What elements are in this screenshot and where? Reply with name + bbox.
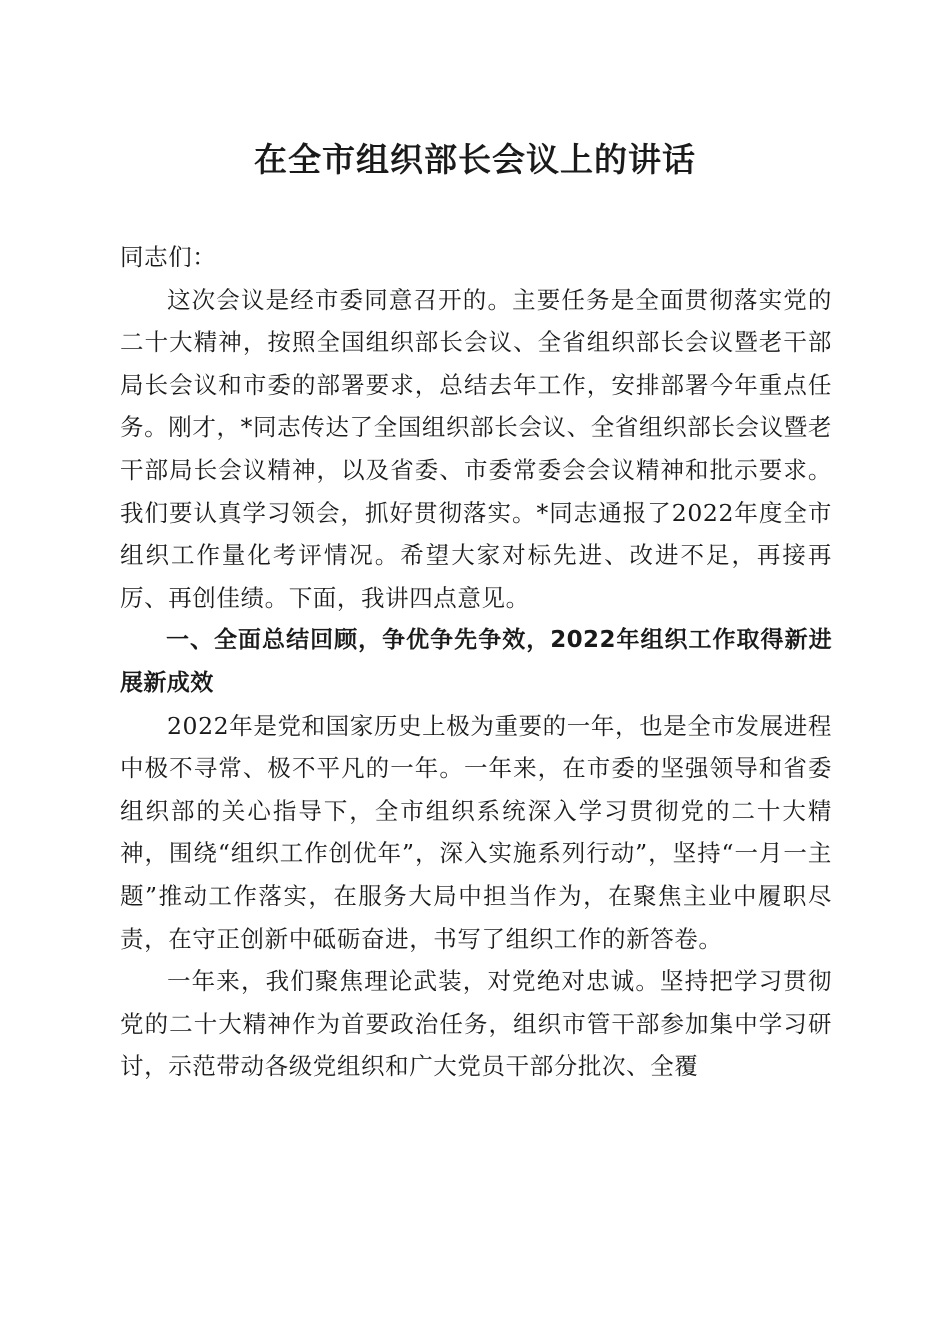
section-heading: 一、全面总结回顾，争优争先争效，2022年组织工作取得新进展新成效 <box>120 627 832 696</box>
document-title: 在全市组织部长会议上的讲话 <box>254 140 696 179</box>
salutation: 同志们： <box>120 243 217 271</box>
document-body <box>120 236 832 1088</box>
paragraph-theory: 一年来，我们聚焦理论武装，对党绝对忠诚。坚持把学习贯彻党的二十大精神作为首要政治任务，组织市管干部参加集中学习研讨，示范带动各级党组织和广大党员干部分批次、全覆 <box>120 967 832 1081</box>
paragraph-intro: 这次会议是经市委同意召开的。主要任务是全面贯彻落实党的二十大精神，按照全国组织部长会议、全省组织部长会议暨老干部局长会议和市委的部署要求，总结去年工作，安排部署今年重点任务。刚才，*同志传达了全国组织部长会议、全省组织部长会议暨老干部局长会议精神，以及省委、市委常委会会议精神和批示要求。我们要认真学习领会，抓好贯彻落实。*同志通报了2022年度全市组织工作量化考评情况。希望大家对标先进、改进不足，再接再厉、再创佳绩。下面，我讲四点意见。 <box>120 285 832 612</box>
paragraph-review: 2022年是党和国家历史上极为重要的一年，也是全市发展进程中极不寻常、极不平凡的一年。一年来，在市委的坚强领导和省委组织部的关心指导下，全市组织系统深入学习贯彻党的二十大精神，围绕“组织工作创优年”，深入实施系列行动”，坚持“一月一主题”推动工作落实，在服务大局中担当作为，在聚焦主业中履职尽责，在守正创新中砥砺奋进，书写了组织工作的新答卷。 <box>120 711 832 953</box>
